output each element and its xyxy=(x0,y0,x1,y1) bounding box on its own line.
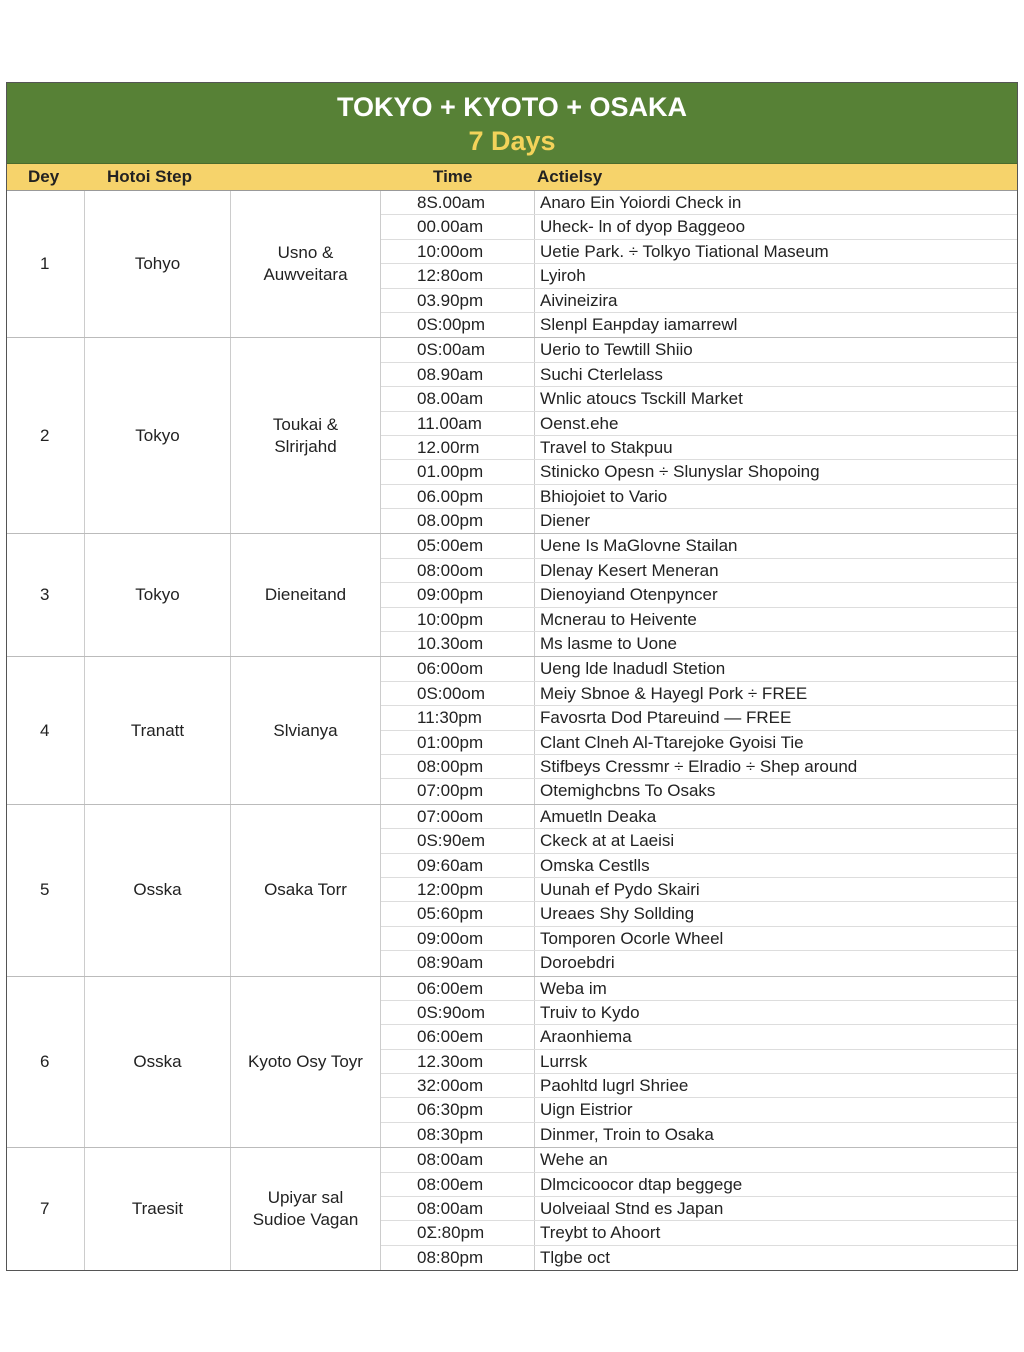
time-cell: 01.00pm xyxy=(381,460,535,483)
header-activity: Actielsy xyxy=(537,167,603,186)
time-cell: 08:80pm xyxy=(381,1246,535,1270)
activity-cell: Wehe an xyxy=(540,1150,608,1170)
table-row xyxy=(381,289,1017,313)
activity-cell: Aivineizira xyxy=(540,290,618,310)
day-number: 6 xyxy=(7,977,85,1148)
time-cell: 06:00om xyxy=(381,657,535,680)
table-row xyxy=(381,1197,1017,1221)
activity-cell: Truiv to Kydo xyxy=(540,1002,640,1022)
activity-cell: Tlgbe oct xyxy=(540,1247,610,1267)
time-cell: 08.00pm xyxy=(381,509,535,533)
title-band xyxy=(7,83,1017,164)
activity-cell: Slenpl Eaнpday iamarrewl xyxy=(540,314,738,334)
table-row xyxy=(381,1148,1017,1172)
time-cell: 0S:00pm xyxy=(381,313,535,337)
activity-cell: Uetie Park. ÷ Tolkyo Tiational Maseum xyxy=(540,241,829,261)
table-row xyxy=(381,1173,1017,1197)
table-row xyxy=(381,854,1017,878)
time-cell: 12.00rm xyxy=(381,436,535,459)
table-row xyxy=(381,485,1017,509)
time-cell: 0S:00am xyxy=(381,338,535,361)
time-cell: 01:00pm xyxy=(381,731,535,754)
activity-cell: Bhiojoiet to Vario xyxy=(540,486,668,506)
activity-cell: Doroebdri xyxy=(540,953,615,973)
activity-cell: Wnlic atoucs Tsckill Market xyxy=(540,389,743,409)
area-name: Slvianya xyxy=(231,657,381,803)
table-row xyxy=(381,878,1017,902)
activity-cell: Uolveiaal Stnd es Japan xyxy=(540,1199,724,1219)
table-row xyxy=(381,363,1017,387)
header-day: Dey xyxy=(28,167,60,186)
table-row xyxy=(381,387,1017,411)
table-row xyxy=(381,1050,1017,1074)
time-cell: 07:00pm xyxy=(381,779,535,803)
time-cell: 08:00em xyxy=(381,1173,535,1196)
activity-cell: Diener xyxy=(540,511,591,531)
time-cell: 00.00am xyxy=(381,215,535,238)
activity-cell: Araonhiema xyxy=(540,1027,632,1047)
hotel-city: Tohyo xyxy=(85,191,231,337)
activity-cell: Stifbeys Cressmr ÷ Elradio ÷ Shep around xyxy=(540,756,858,776)
table-row xyxy=(381,755,1017,779)
hotel-city: Osska xyxy=(85,977,231,1148)
time-cell: 06.00pm xyxy=(381,485,535,508)
activity-cell: Ckeck at at Laeisi xyxy=(540,831,675,851)
activity-cell: Uunah ef Pydo Skairi xyxy=(540,879,700,899)
activity-cell: Anarо Ein Yoiordi Check in xyxy=(540,193,742,212)
activity-cell: Dienoyiand Otenpyncer xyxy=(540,585,718,605)
time-cell: 32:00om xyxy=(381,1074,535,1097)
table-row xyxy=(381,779,1017,803)
activity-cell: Uene Is MaGlovne Stailan xyxy=(540,536,738,556)
time-cell: 10.30om xyxy=(381,632,535,656)
table-body xyxy=(7,191,1017,1270)
table-row xyxy=(381,608,1017,632)
activity-cell: Ms lasme to Uone xyxy=(540,634,677,654)
day-number: 2 xyxy=(7,338,85,533)
table-row xyxy=(381,1098,1017,1122)
activity-cell: Amuetln Deaka xyxy=(540,806,657,826)
hotel-city: Tokyo xyxy=(85,534,231,656)
day-group xyxy=(7,338,1017,534)
activity-cell: Mcnerau to Heivente xyxy=(540,609,697,629)
time-cell: 12:00pm xyxy=(381,878,535,901)
table-row xyxy=(381,977,1017,1001)
activity-cell: Ueng lde lnadudl Stetion xyxy=(540,659,726,679)
day-number: 4 xyxy=(7,657,85,803)
time-cell: 0S:90om xyxy=(381,1001,535,1024)
header-hotel-step: Hotoi Step xyxy=(107,167,192,186)
time-cell: 11.00am xyxy=(381,412,535,435)
activity-cell: Dlmcicoocor dtap beggege xyxy=(540,1174,743,1194)
time-cell: 09:00pm xyxy=(381,583,535,606)
hotel-city: Traesit xyxy=(85,1148,231,1270)
table-row xyxy=(381,1001,1017,1025)
time-cell: 10:00pm xyxy=(381,608,535,631)
area-name: Dieneitand xyxy=(231,534,381,656)
time-cell: 08:30pm xyxy=(381,1123,535,1147)
activity-cell: Dlenay Kesert Meneran xyxy=(540,560,719,580)
table-row xyxy=(381,534,1017,558)
activity-cell: Weba im xyxy=(540,978,607,998)
header-time: Time xyxy=(433,167,473,186)
table-row xyxy=(381,682,1017,706)
activity-cell: Uign Eistrior xyxy=(540,1100,633,1120)
table-row xyxy=(381,583,1017,607)
time-cell: 08:00pm xyxy=(381,755,535,778)
table-row xyxy=(381,338,1017,362)
time-cell: 06:00em xyxy=(381,1025,535,1048)
time-cell: 08:00am xyxy=(381,1148,535,1171)
time-cell: 12:80om xyxy=(381,264,535,287)
time-cell: 11:30pm xyxy=(381,706,535,729)
table-row xyxy=(381,829,1017,853)
activity-cell: Uheck- ln of dyop Baggeoo xyxy=(540,217,746,237)
activity-cell: Otemighcbns To Osaks xyxy=(540,781,716,801)
time-cell: 10:00om xyxy=(381,240,535,263)
time-cell: 08:00am xyxy=(381,1197,535,1220)
table-row xyxy=(381,1074,1017,1098)
activity-cell: Stinicko Opesn ÷ Slunyslar Shopoing xyxy=(540,462,820,482)
time-cell: 08.00am xyxy=(381,387,535,410)
table-row xyxy=(381,805,1017,829)
activity-cell: Oenst.ehe xyxy=(540,413,619,433)
time-cell: 06:30pm xyxy=(381,1098,535,1121)
day-number: 3 xyxy=(7,534,85,656)
table-row xyxy=(381,460,1017,484)
table-row xyxy=(381,191,1017,215)
activity-cell: Travel to Stakpuu xyxy=(540,437,673,457)
area-name: Usno & Auwveitara xyxy=(231,191,381,337)
activity-cell: Meiy Sbnoe & Hayegl Pork ÷ FREE xyxy=(540,683,808,703)
page-subtitle: 7 Days xyxy=(468,126,556,156)
table-row xyxy=(381,731,1017,755)
time-cell: 08:00om xyxy=(381,559,535,582)
activity-cell: Uerio to Tewtill Shiio xyxy=(540,340,693,360)
table-row xyxy=(381,1123,1017,1147)
time-cell: 0S:90em xyxy=(381,829,535,852)
activity-cell: Dinmer, Troin to Osaka xyxy=(540,1124,714,1144)
column-header-row xyxy=(7,164,1017,191)
activity-cell: Lyiroh xyxy=(540,266,586,286)
area-name: Kyoto Osy Toyr xyxy=(231,977,381,1148)
area-name: Upiyar sal Sudioe Vagan xyxy=(231,1148,381,1270)
activity-cell: Tomporen Ocorle Wheel xyxy=(540,928,724,948)
time-cell: 07:00om xyxy=(381,805,535,828)
day-number: 7 xyxy=(7,1148,85,1270)
activity-cell: Ureaes Shy Sollding xyxy=(540,904,695,924)
time-cell: 09:60am xyxy=(381,854,535,877)
table-row xyxy=(381,436,1017,460)
itinerary-table xyxy=(6,82,1018,1271)
day-group xyxy=(7,657,1017,804)
table-row xyxy=(381,313,1017,337)
activity-cell: Suchi Cterlelass xyxy=(540,364,663,384)
activity-cell: Omska Cestlls xyxy=(540,855,650,875)
time-cell: 8S.00am xyxy=(381,191,535,214)
table-row xyxy=(381,927,1017,951)
table-row xyxy=(381,706,1017,730)
time-cell: 0Σ:80pm xyxy=(381,1221,535,1244)
day-number: 1 xyxy=(7,191,85,337)
table-row xyxy=(381,264,1017,288)
time-cell: 0S:00om xyxy=(381,682,535,705)
table-row xyxy=(381,215,1017,239)
table-row xyxy=(381,1025,1017,1049)
area-name: Osaka Torr xyxy=(231,805,381,976)
table-row xyxy=(381,902,1017,926)
time-cell: 05:60pm xyxy=(381,902,535,925)
day-group xyxy=(7,191,1017,338)
day-group xyxy=(7,534,1017,657)
activity-cell: Paohltd lugrl Shriee xyxy=(540,1076,689,1096)
time-cell: 09:00om xyxy=(381,927,535,950)
time-cell: 06:00em xyxy=(381,977,535,1000)
day-group xyxy=(7,805,1017,977)
time-cell: 03.90pm xyxy=(381,289,535,312)
table-row xyxy=(381,412,1017,436)
table-row xyxy=(381,509,1017,533)
hotel-city: Tranatt xyxy=(85,657,231,803)
table-row xyxy=(381,951,1017,975)
activity-cell: Treybt to Ahoort xyxy=(540,1223,661,1243)
time-cell: 08.90am xyxy=(381,363,535,386)
time-cell: 08:90am xyxy=(381,951,535,975)
area-name: Toukai & Slrirjahd xyxy=(231,338,381,533)
activity-cell: Favosrta Dod Ptareuind — FREE xyxy=(540,708,792,728)
table-row xyxy=(381,632,1017,656)
table-row xyxy=(381,657,1017,681)
table-row xyxy=(381,559,1017,583)
day-number: 5 xyxy=(7,805,85,976)
day-group xyxy=(7,977,1017,1149)
table-row xyxy=(381,1246,1017,1270)
table-row xyxy=(381,1221,1017,1245)
hotel-city: Osska xyxy=(85,805,231,976)
time-cell: 05:00em xyxy=(381,534,535,557)
activity-cell: Lurrsk xyxy=(540,1051,588,1071)
day-group xyxy=(7,1148,1017,1270)
table-row xyxy=(381,240,1017,264)
hotel-city: Tokyo xyxy=(85,338,231,533)
time-cell: 12.30om xyxy=(381,1050,535,1073)
activity-cell: Clant Clneh Al-Ttarejoke Gyoisi Tie xyxy=(540,732,804,752)
page-title: TOKYO + KYOTO + OSAKA xyxy=(336,92,688,122)
